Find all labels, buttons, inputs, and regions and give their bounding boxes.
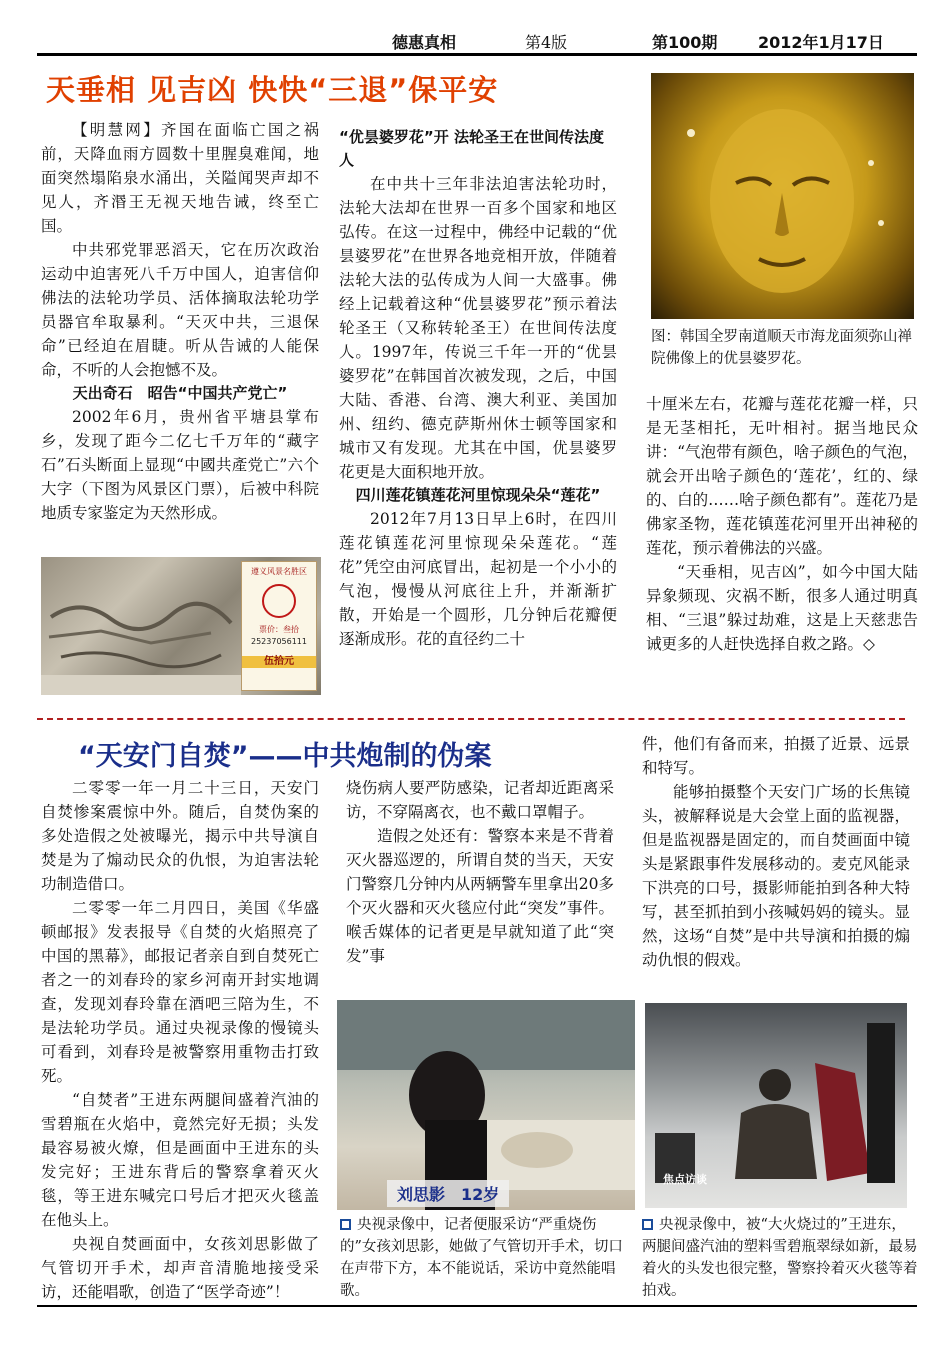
article1-paragraph: 中共邪党罪恶滔天，它在历次政治运动中迫害死八千万中国人，迫害信仰佛法的法轮功学员、活体摘取法轮功学员器官牟取暴利。“天灭中共，三退保命”已经迫在眉睫。听从告诫的人能保命，不听的人会抱憾不及。 (41, 241, 319, 379)
ticket-line4: 伍拾元 (242, 656, 316, 668)
caption-text: 央视录像中，被“大火烧过的”王进东，两腿间盛汽油的塑料雪碧瓶翠绿如新，最易着火的头发也很完整，警察拎着灭火毯等着拍戏。 (642, 1217, 918, 1299)
hospital-scene-graphic (337, 1000, 635, 1210)
caption-bullet-icon (642, 1219, 653, 1230)
caption-bullet-icon (340, 1219, 351, 1230)
article2-column1 (41, 776, 319, 1304)
article1-column1 (41, 118, 319, 525)
section-divider (37, 718, 905, 720)
article2-paragraph: 二零零一年一月二十三日，天安门自焚惨案震惊中外。随后，自焚伪案的多处造假之处被曝光，揭示中共导演自焚是为了煽动民众的仇恨，为迫害法轮功制造借口。 (41, 779, 319, 893)
article2-paragraph: 件，他们有备而来，拍摄了近景、远景和特写。 (642, 735, 910, 777)
article1-paragraph: 2002年6月，贵州省平塘县掌布乡，发现了距今二亿七千万年的“藏字石”石头断面上显现“中國共產党亡”六个大字（下图为风景区门票），后被中科院地质专家鉴定为天然形成。 (41, 408, 319, 522)
ticket-line3: 25237056111 (251, 637, 307, 646)
article1-paragraph: 【明慧网】齐国在面临亡国之祸前，天降血雨方圆数十里腥臭难闻，地面突然塌陷泉水涌出，关隘闻哭声却不见人，齐湣王无视天地告诫，终至亡国。 (41, 121, 319, 235)
article1-paragraph: “天垂相，见吉凶”，如今中国大陆异象频现、灾祸不断，很多人通过明真相、“三退”躲过劫难，这是上天慈悲告诫更多的人赶快选择自救之路。◇ (646, 563, 918, 653)
caption-hospital (340, 1214, 630, 1302)
article2-paragraph: 央视自焚画面中，女孩刘思影做了气管切开手术，却声音清脆地接受采访，还能唱歌，创造了“医学奇迹”！ (41, 1235, 319, 1301)
article2-paragraph: 烧伤病人要严防感染，记者却近距离采访，不穿隔离衣，也不戴口罩帽子。 (346, 779, 614, 821)
article1-subheading: 天出奇石 昭告“中国共产党亡” (72, 384, 288, 402)
issue-number: 第100期 (652, 33, 718, 52)
stone-ticket-photo (41, 557, 321, 695)
buddha-photo (651, 73, 914, 319)
article1-column3 (646, 392, 918, 656)
article2-column2 (346, 776, 614, 968)
article2-paragraph: 二零零一年二月四日，美国《华盛顿邮报》发表报导《自焚的火焰照亮了中国的黑幕》，邮报记者亲自到自焚死亡者之一的刘春玲的家乡河南开封实地调查，发现刘春玲靠在酒吧三陪为生，不是法轮功学员。通过央视录像的慢镜头可看到，刘春玲是被警察用重物击打致死。 (41, 899, 319, 1085)
article1-subheading: 四川莲花镇莲花河里惊现朵朵“莲花” (355, 486, 601, 504)
ticket-line2: 票价：叁拾 (259, 625, 299, 634)
ticket-stamp (262, 584, 296, 618)
article1-paragraph: 2012年7月13日早上6时，在四川莲花镇莲花河里惊现朵朵莲花。“莲花”凭空由河底冒出，起初是一个小小的气泡，慢慢从河底往上升，并渐渐扩散，开始是一个圆形，几分钟后花瓣便逐渐成形。花的直径约二十 (339, 510, 617, 648)
paper-name: 德惠真相 (392, 33, 457, 52)
tiananmen-photo (645, 1003, 907, 1208)
ticket-line1: 遵义风景名胜区 (251, 567, 307, 576)
caption-text: 央视录像中，记者便服采访“严重烧伤的”女孩刘思影，她做了气管切开手术，切口在声带下方，本不能说话，采访中竟然能唱歌。 (340, 1217, 623, 1299)
article2-title: “天安门自焚”——中共炮制的伪案 (78, 741, 492, 772)
article1-paragraph: 在中共十三年非法迫害法轮功时，法轮大法却在世界一百多个国家和地区弘传。在这一过程中，佛经中记载的“优昙婆罗花”在世界各地竞相开放，伴随着法轮大法的弘传成为人间一大盛事。佛经上记载着这种“优昙婆罗花”预示着法轮圣王（又称转轮圣王）在世间传法度人。1997年，传说三千年一开的“优昙婆罗花”在韩国首次被发现，之后，中国大陆、香港、台湾、澳大利亚、美国加州、纽约、德克萨斯州休士顿等国家和城市又有发现。尤其在中国，优昙婆罗花更是大面积地开放。 (339, 175, 617, 481)
buddha-caption: 图：韩国全罗南道顺天市海龙面须弥山禅院佛像上的优昙婆罗花。 (651, 329, 912, 367)
article2-paragraph: “自焚者”王进东两腿间盛着汽油的雪碧瓶在火焰中，竟然完好无损；头发最容易被火燎，但是画面中王进东的头发完好；王进东背后的警察拿着灭火毯，等王进东喊完口号后才把灭火毯盖在他头上。 (41, 1091, 319, 1229)
victim-name-label: 刘思影 12岁 (387, 1180, 509, 1207)
article2-column3 (642, 732, 910, 972)
hospital-interview-photo (337, 1000, 635, 1210)
article1-paragraph: 十厘米左右，花瓣与莲花花瓣一样，只是无茎相托，无叶相衬。据当地民众讲：“气泡带有颜色，啥子颜色的气泡，就会开出啥子颜色的‘莲花’，红的、绿的、白的……啥子颜色都有”。莲花乃是佛家圣物，莲花镇莲花河里开出神秘的莲花，预示着佛法的兴盛。 (646, 395, 918, 557)
footer-rule (37, 1305, 917, 1307)
caption-tiananmen (642, 1214, 920, 1302)
issue-date: 2012年1月17日 (758, 33, 884, 52)
page-number: 第4版 (525, 33, 568, 52)
tv-logo: 焦点访谈 (663, 1173, 707, 1186)
article2-paragraph: 造假之处还有：警察本来是不背着灭火器巡逻的，所谓自焚的当天，天安门警察几分钟内从两辆警车里拿出20多个灭火器和灭火毯应付此“突发”事件。喉舌媒体的记者更是早就知道了此“突发”事 (346, 827, 614, 965)
article2-paragraph: 能够拍摄整个天安门广场的长焦镜头，被解释说是大会堂上面的监视器，但是监视器是固定的，而自焚画面中镜头是紧跟事件发展移动的。麦克风能录下洪亮的口号，摄影师能拍到各种大特写，甚至抓拍到小孩喊妈妈的镜头。显然，这场“自焚”是中共导演和拍摄的煽动仇恨的假戏。 (642, 783, 910, 969)
article1-subheading: “优昙婆罗花”开 法轮圣王在世间传法度人 (339, 128, 604, 169)
buddha-face-graphic (651, 73, 914, 319)
article1-title: 天垂相 见吉凶 快快“三退”保平安 (46, 73, 499, 107)
ticket (241, 561, 317, 691)
article1-column2 (339, 126, 617, 651)
header-rule (37, 53, 917, 56)
